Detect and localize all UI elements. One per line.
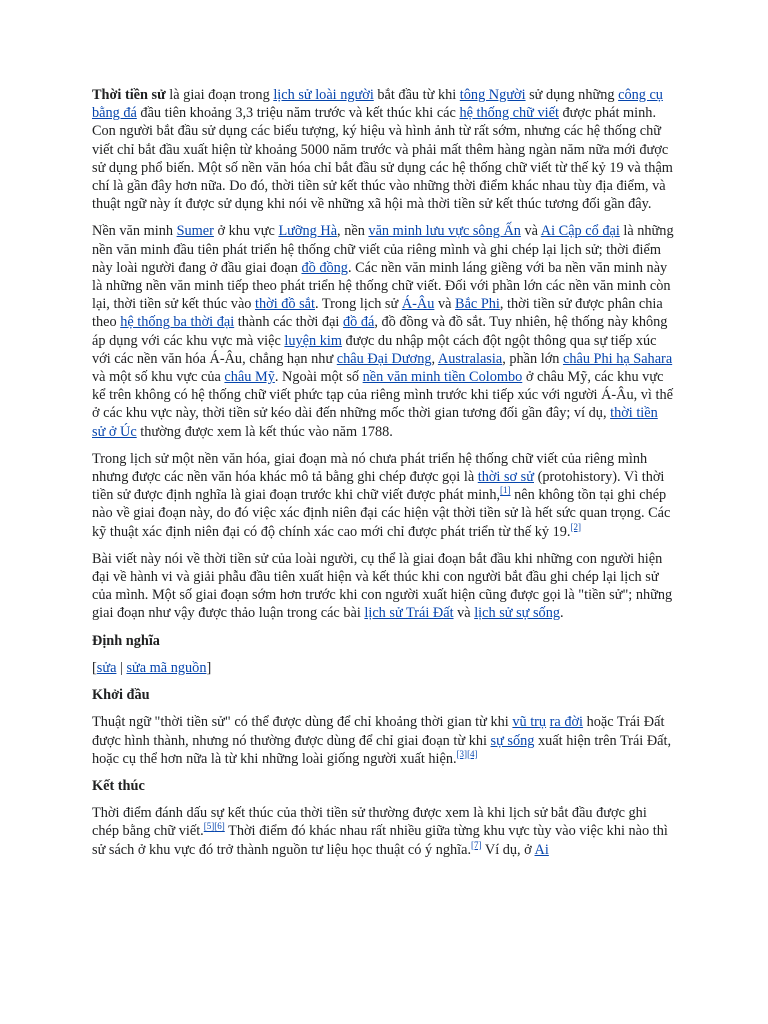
wiki-link[interactable]: châu Đại Dương bbox=[336, 350, 432, 367]
intro-paragraph-2 bbox=[92, 222, 674, 440]
wiki-link[interactable]: luyện kim bbox=[284, 332, 342, 349]
text-run: đầu tiên khoảng 3,3 triệu năm trước và kết thúc khi các bbox=[136, 105, 460, 122]
section-edit-links bbox=[92, 659, 674, 677]
citation-link[interactable]: [2] bbox=[570, 521, 581, 532]
section-heading-definition: Định nghĩa bbox=[92, 632, 160, 649]
wiki-link[interactable]: thời đồ sắt bbox=[255, 296, 315, 313]
citation-link[interactable]: [1] bbox=[500, 485, 511, 496]
text-run: sử dụng những bbox=[525, 87, 619, 103]
text-run: được phát minh. Con người bắt đầu sử dụng các biểu tượng, ký hiệu và hình ảnh từ rất sớm, nhưng các hệ thống chữ viết chỉ bắt đầu xuất hiện từ khoảng 5000 năm trước và phải mất thêm hàng ngàn năm nữa mới được sử dụng phổ biến. Một số nền văn hóa chỉ bắt đầu sử dụng các hệ thống chữ viết từ thế kỷ 19 và thậm chí là gần đây hơn nữa. Do đó, thời tiền sử kết thúc vào những thời điểm khác nhau tùy địa điểm, và thuật ngữ này ít được sử dụng khi nói về những xã hội mà thời tiền sử kết thúc tương đối gần đây. bbox=[92, 105, 673, 213]
text-run: và bbox=[520, 223, 541, 240]
edit-section-link[interactable]: sửa bbox=[96, 659, 117, 676]
text-run: và bbox=[453, 605, 475, 622]
text-run: ở châu Mỹ, các khu vực kể trên không có hệ thống chữ viết phức tạp của riêng mình trước khi tiếp xúc với người Á-Âu, vì thế ở các khu vực này, thời tiền sử kéo dài đến những mốc thời gian tương đối gần đây; ví dụ, bbox=[92, 369, 673, 422]
wiki-link[interactable]: lịch sử loài người bbox=[273, 87, 374, 103]
citation-link[interactable]: [6] bbox=[214, 821, 225, 832]
text-run: và bbox=[434, 296, 456, 313]
text-run: nên không tồn tại ghi chép nào về giai đoạn này, do đó việc xác định niên đại các hiện vật thời tiền sử là hết sức quan trọng. Các kỹ thuật xác định niên đại có độ chính xác cao mới chỉ được phát triển từ thế kỷ 19. bbox=[92, 487, 671, 540]
citation-link[interactable]: [7] bbox=[471, 839, 482, 850]
reference-sup bbox=[204, 822, 215, 832]
wiki-link[interactable]: Bắc Phi bbox=[455, 296, 500, 313]
start-paragraph bbox=[92, 713, 674, 768]
text-run: là những nền văn minh đầu tiên phát triển hệ thống chữ viết của riêng mình và ghi chép lại lịch sử; thời điểm này loài người đang ở đầu giai đoạn bbox=[92, 223, 674, 276]
wiki-link[interactable]: công cụ bằng đá bbox=[92, 87, 663, 122]
text-run: thường được xem là kết thúc vào năm 1788. bbox=[136, 423, 393, 440]
reference-sup bbox=[457, 749, 468, 759]
wiki-link[interactable]: thời tiền sử ở Úc bbox=[92, 405, 658, 440]
wiki-link[interactable]: lịch sử sự sống bbox=[474, 605, 560, 622]
reference-sup bbox=[471, 840, 482, 850]
text-run: , phần lớn bbox=[502, 350, 563, 367]
wiki-link[interactable]: Sumer bbox=[176, 223, 214, 240]
end-paragraph bbox=[92, 804, 674, 859]
wiki-link[interactable]: hệ thống chữ viết bbox=[459, 105, 559, 122]
citation-link[interactable]: [5] bbox=[203, 821, 215, 832]
text-run: Trong lịch sử một nền văn hóa, giai đoạn mà nó chưa phát triển hệ thống chữ viết của riêng mình nhưng được các nền văn hóa khác mô tả bằng ghi chép được gọi là bbox=[92, 450, 648, 486]
text-run: . Trong lịch sử bbox=[315, 296, 402, 313]
wiki-link[interactable]: đồ đá bbox=[342, 314, 375, 331]
text-run: , thời tiền sử được phân chia theo bbox=[92, 296, 663, 331]
text-run: Thuật ngữ "thời tiền sử" có thể được dùng để chỉ khoảng thời gian từ khi bbox=[92, 714, 513, 731]
text-run: thành các thời đại bbox=[234, 314, 343, 331]
wiki-link[interactable]: châu Mỹ bbox=[224, 369, 275, 386]
wiki-link[interactable]: Ai Cập cổ đại bbox=[540, 223, 620, 240]
text-run: ở khu vực bbox=[213, 223, 279, 240]
wiki-link[interactable]: văn minh lưu vực sông Ấn bbox=[368, 223, 521, 240]
text-run: Thời điểm đó khác nhau rất nhiều giữa từng khu vực tùy vào việc khi nào thì sử sách ở khu vực đó trở thành nguồn tư liệu học thuật có ý nghĩa. bbox=[92, 823, 668, 858]
wiki-link[interactable]: hệ thống ba thời đại bbox=[120, 314, 235, 331]
text-run: . bbox=[560, 605, 564, 622]
text-run: , nền bbox=[337, 223, 369, 240]
text-run: được du nhập một cách đột ngột thông qua sự tiếp xúc với các nền văn hóa Á-Âu, chẳng hạn như bbox=[92, 332, 657, 367]
edit-separator: | bbox=[116, 659, 127, 676]
text-run: hoặc Trái Đất được hình thành, nhưng nó thường được dùng để chỉ giai đoạn từ khi bbox=[92, 714, 665, 749]
edit-bracket-open: [ bbox=[92, 659, 97, 676]
wiki-link[interactable]: Á-Âu bbox=[401, 296, 435, 313]
wiki-link[interactable]: ra đời bbox=[549, 714, 584, 731]
text-run: (protohistory). Vì thời tiền sử được định nghĩa là giai đoạn trước khi chữ viết được phát minh, bbox=[92, 469, 665, 504]
text-run: , bbox=[431, 350, 438, 367]
reference-sup bbox=[214, 822, 225, 832]
reference-sup bbox=[500, 486, 511, 496]
edit-bracket-close: ] bbox=[206, 659, 212, 676]
wiki-link[interactable]: thời sơ sử bbox=[477, 469, 534, 486]
text-run: . Các nền văn minh láng giềng với ba nền văn minh này là những nền văn minh tiếp theo phát triển hệ thống chữ viết. Đối với phần lớn các nền văn minh còn lại, thời tiền sử kết thúc vào bbox=[92, 259, 671, 313]
wiki-link[interactable]: châu Phi hạ Sahara bbox=[562, 350, 673, 367]
bold-term: Thời tiền sử bbox=[92, 87, 166, 103]
text-run: Nền văn minh bbox=[92, 223, 177, 240]
text-run: là giai đoạn trong bbox=[165, 87, 274, 103]
subsection-heading-end: Kết thúc bbox=[92, 777, 145, 794]
article-body bbox=[92, 86, 674, 868]
wiki-link[interactable]: Ai bbox=[534, 841, 549, 858]
intro-paragraph-1 bbox=[92, 86, 674, 213]
text-run: xuất hiện trên Trái Đất, hoặc cụ thể hơn nữa là từ khi những loài giống người xuất hiện. bbox=[92, 732, 672, 767]
text-run: , đồ đồng và đồ sắt. Tuy nhiên, hệ thống này không áp dụng với các khu vực mà việc bbox=[92, 314, 668, 349]
reference-sup bbox=[570, 522, 581, 532]
intro-paragraph-4 bbox=[92, 550, 674, 623]
wiki-link[interactable]: sự sống bbox=[490, 732, 535, 749]
wiki-link[interactable]: Lưỡng Hà bbox=[278, 223, 338, 240]
intro-paragraph-3 bbox=[92, 450, 674, 541]
text-run: bắt đầu từ khi bbox=[373, 87, 460, 103]
wiki-link[interactable]: đồ đồng bbox=[301, 259, 348, 276]
citation-link[interactable]: [3] bbox=[456, 748, 468, 759]
edit-source-link[interactable]: sửa mã nguồn bbox=[126, 659, 207, 676]
wiki-link[interactable]: Australasia bbox=[437, 350, 503, 367]
wiki-link[interactable]: vũ trụ bbox=[512, 714, 547, 731]
text-run: Ví dụ, ở bbox=[481, 841, 535, 858]
text-run: . Ngoài một số bbox=[274, 369, 363, 386]
subsection-heading-start: Khởi đầu bbox=[92, 687, 150, 704]
citation-link[interactable]: [4] bbox=[467, 748, 478, 759]
reference-sup bbox=[467, 749, 478, 759]
text-run: và một số khu vực của bbox=[92, 369, 225, 386]
text-run: Bài viết này nói về thời tiền sử của loài người, cụ thể là giai đoạn bắt đầu khi những con người hiện đại về hành vi và giải phẫu đầu tiên xuất hiện và kết thúc khi con người bắt đầu ghi chép lại lịch sử của mình. Một số giai đoạn sớm hơn trước khi con người xuất hiện cũng được gọi là "tiền sử"; những giai đoạn như vậy được thảo luận trong các bài bbox=[92, 550, 673, 622]
text-run: Thời điểm đánh dấu sự kết thúc của thời tiền sử thường được xem là khi lịch sử bắt đầu được ghi chép bằng chữ viết. bbox=[92, 805, 647, 840]
wiki-link[interactable]: nền văn minh tiền Colombo bbox=[362, 369, 523, 386]
wiki-link[interactable]: lịch sử Trái Đất bbox=[364, 605, 454, 622]
wiki-link[interactable]: tông Người bbox=[459, 87, 526, 103]
